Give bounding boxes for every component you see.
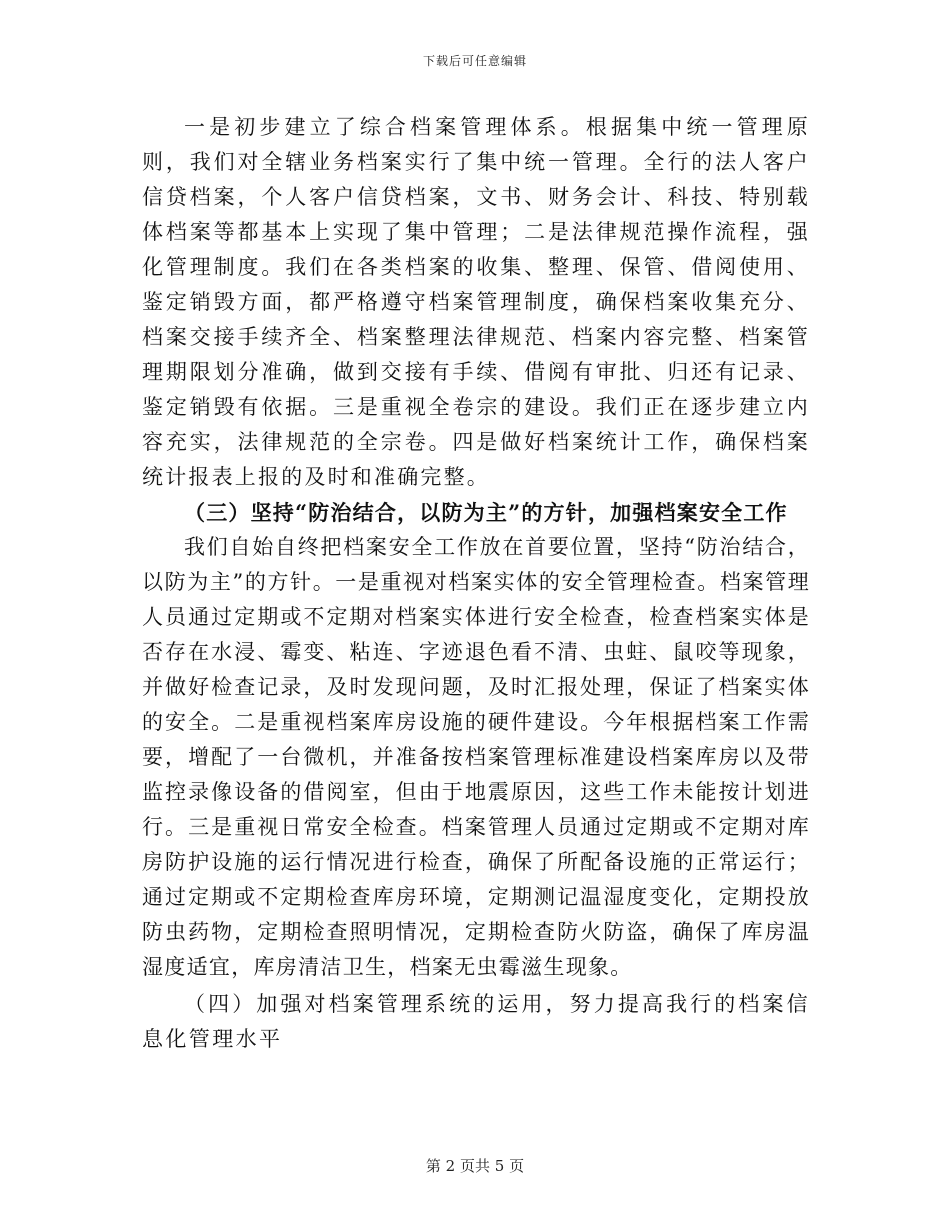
- section-heading-3: （三）坚持“防治结合，以防为主”的方针，加强档案安全工作: [184, 500, 788, 525]
- paragraph-archive-system: 一是初步建立了综合档案管理体系。根据集中统一管理原则，我们对全辖业务档案实行了集中统一管理。全行的法人客户信贷档案，个人客户信贷档案，文书、财务会计、科技、特别载体档案等都基本上实现了集中管理；二是法律规范操作流程，强化管理制度。我们在各类档案的收集、整理、保管、借阅使用、鉴定销毁方面，都严格遵守档案管理制度，确保档案收集充分、档案交接手续齐全、档案整理法律规范、档案内容完整、档案管理期限划分准确，做到交接有手续、借阅有审批、归还有记录、鉴定销毁有依据。三是重视全卷宗的建设。我们正在逐步建立内容充实，法律规范的全宗卷。四是做好档案统计工作，确保档案统计报表上报的及时和准确完整。: [142, 115, 810, 489]
- paragraph-archive-security: 我们自始自终把档案安全工作放在首要位置，坚持“防治结合，以防为主”的方针。一是重视对档案实体的安全管理检查。档案管理人员通过定期或不定期对档案实体进行安全检查，检查档案实体是否存在水浸、霉变、粘连、字迹退色看不清、虫蛀、鼠咬等现象，并做好检查记录，及时发现问题，及时汇报处理，保证了档案实体的安全。二是重视档案库房设施的硬件建设。今年根据档案工作需要，增配了一台微机，并准备按档案管理标准建设档案库房以及带监控录像设备的借阅室，但由于地震原因，这些工作未能按计划进行。三是重视日常安全检查。档案管理人员通过定期或不定期对库房防护设施的运行情况进行检查，确保了所配备设施的正常运行；通过定期或不定期检查库房环境，定期测记温湿度变化，定期投放防虫药物，定期检查照明情况，定期检查防火防盗，确保了库房温湿度适宜，库房清洁卫生，档案无虫霉滋生现象。: [142, 535, 810, 979]
- page-header-note: 下载后可任意编辑: [422, 54, 527, 68]
- document-body: [142, 110, 810, 1057]
- section-heading-4: （四）加强对档案管理系统的运用，努力提高我行的档案信息化管理水平: [142, 992, 810, 1051]
- page-number-footer: 第 2 页共 5 页: [425, 1157, 525, 1175]
